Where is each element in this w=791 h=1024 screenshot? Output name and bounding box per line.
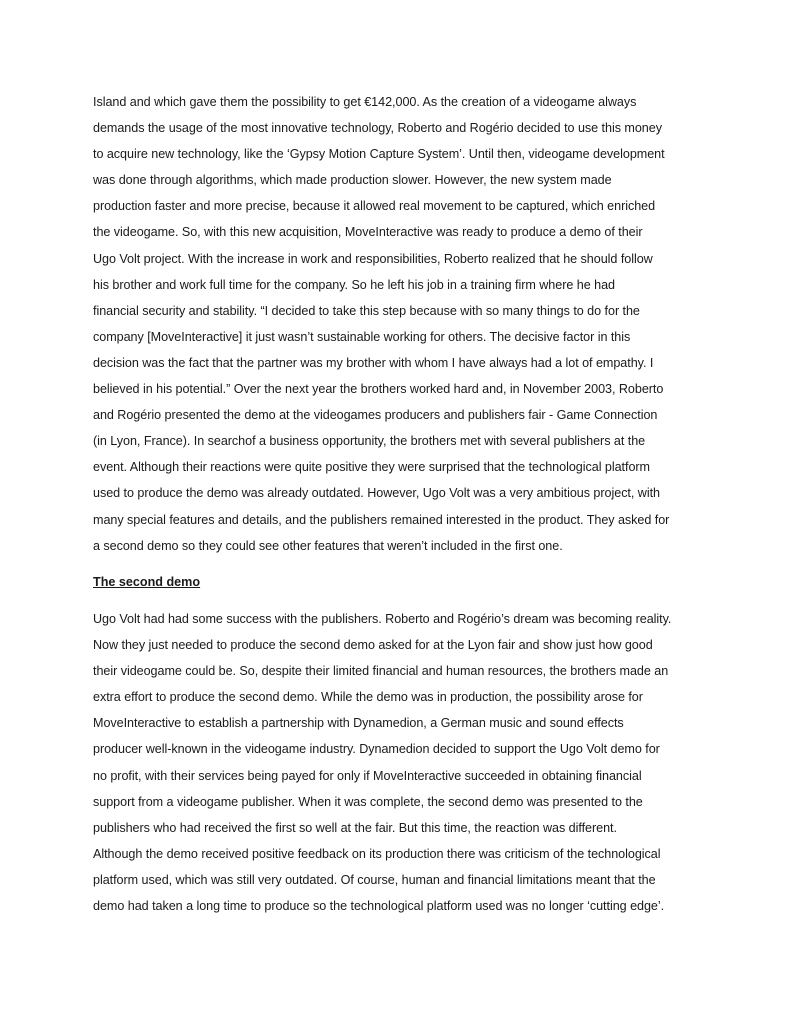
paragraph-line: Ugo Volt project. With the increase in work and responsibilities, Roberto realized that he should follow	[93, 251, 653, 266]
paragraph-line: publishers who had received the first so well at the fair. But this time, the reaction was different.	[93, 820, 617, 835]
paragraph-line: production faster and more precise, because it allowed real movement to be captured, which enriched	[93, 199, 656, 214]
paragraph-line: support from a videogame publisher. When it was complete, the second demo was presented to the	[93, 794, 643, 809]
section-heading: The second demo	[93, 575, 201, 589]
paragraph-line: to acquire new technology, like the ‘Gypsy Motion Capture System’. Until then, videogame development	[93, 147, 665, 162]
paragraph-line: producer well-known in the videogame industry. Dynamedion decided to support the Ugo Volt demo for	[93, 742, 660, 757]
paragraph-line: company [MoveInteractive] it just wasn’t sustainable working for others. The decisive factor in this	[93, 329, 631, 344]
paragraph-line: Island and which gave them the possibility to get €142,000. As the creation of a videogame always	[93, 95, 637, 109]
paragraph-line: Now they just needed to produce the second demo asked for at the Lyon fair and show just how good	[93, 638, 653, 653]
paragraph-line: decision was the fact that the partner was my brother with whom I have always had a lot of empathy. I	[93, 355, 654, 370]
paragraph-2	[93, 606, 699, 919]
paragraph-line: MoveInteractive to establish a partnership with Dynamedion, a German music and sound effects	[93, 716, 624, 731]
paragraph-line: was done through algorithms, which made production slower. However, the new system made	[93, 173, 612, 188]
paragraph-line: and Rogério presented the demo at the videogames producers and publishers fair - Game Connection	[93, 408, 658, 423]
paragraph-line: the videogame. So, with this new acquisition, MoveInteractive was ready to produce a demo of their	[93, 225, 643, 240]
paragraph-line: a second demo so they could see other features that weren’t included in the first one.	[93, 538, 563, 553]
paragraph-line: believed in his potential.” Over the next year the brothers worked hard and, in November 2003, Roberto	[93, 382, 664, 397]
paragraph-line: platform used, which was still very outdated. Of course, human and financial limitations meant that the	[93, 872, 656, 887]
paragraph-line: financial security and stability. “I decided to take this step because with so many things to do for the	[93, 303, 640, 318]
paragraph-1	[93, 89, 699, 559]
paragraph-line: event. Although their reactions were quite positive they were surprised that the technological platform	[93, 460, 650, 475]
paragraph-line: extra effort to produce the second demo. While the demo was in production, the possibility arose for	[93, 690, 643, 705]
paragraph-line: demands the usage of the most innovative technology, Roberto and Rogério decided to use this money	[93, 121, 662, 136]
paragraph-line: Although the demo received positive feedback on its production there was criticism of the technological	[93, 846, 661, 861]
paragraph-line: Ugo Volt had had some success with the publishers. Roberto and Rogério’s dream was becoming reality.	[93, 612, 672, 626]
paragraph-line: their videogame could be. So, despite their limited financial and human resources, the brothers made an	[93, 664, 669, 679]
paragraph-line: his brother and work full time for the company. So he left his job in a training firm where he had	[93, 277, 615, 292]
paragraph-line: used to produce the demo was already outdated. However, Ugo Volt was a very ambitious project, with	[93, 486, 660, 501]
paragraph-line: no profit, with their services being payed for only if MoveInteractive succeeded in obtaining financial	[93, 768, 642, 783]
paragraph-line: demo had taken a long time to produce so the technological platform used was no longer ‘cutting edge’.	[93, 899, 665, 914]
paragraph-line: (in Lyon, France). In searchof a business opportunity, the brothers met with several publishers at the	[93, 434, 646, 449]
paragraph-line: many special features and details, and the publishers remained interested in the product. They asked for	[93, 512, 670, 527]
